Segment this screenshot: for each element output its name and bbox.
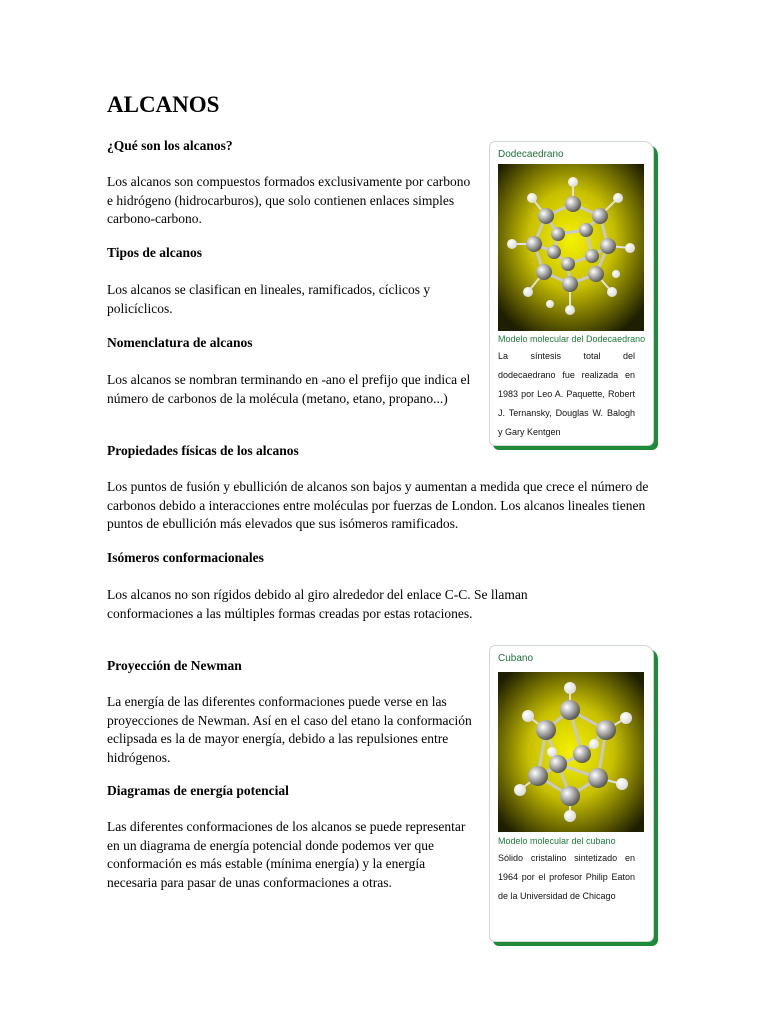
section-heading-isomeros: Isómeros conformacionales	[107, 550, 264, 565]
cubano-card	[489, 645, 654, 942]
section-text-diagramas: Las diferentes conformaciones de los alcanos se puede representar en un diagrama de energía potencial donde podemos ver que conformación es más estable (mínima energía) y la energía necesaria para pasar de unas conformaciones a otras.	[107, 819, 466, 890]
section-heading-newman: Proyección de Newman	[107, 658, 242, 673]
card-caption-dodecaedrano: Modelo molecular del Dodecaedrano	[498, 334, 646, 344]
card-body-cubano: Sólido cristalino sintetizado en 1964 por el profesor Philip Eaton de la Universidad de Chicago	[498, 853, 635, 901]
section-text-isomeros: Los alcanos no son rígidos debido al giro alrededor del enlace C-C. Se llaman conformaciones a las múltiples formas creadas por estas rotaciones.	[107, 587, 528, 621]
card-body-dodecaedrano: La síntesis total del dodecaedrano fue realizada en 1983 por Leo A. Paquette, Robert J. Ternansky, Douglas W. Balogh y Gary Kentgen	[498, 351, 635, 437]
section-text-propiedades: Los puntos de fusión y ebullición de alcanos son bajos y aumentan a medida que crece el número de carbonos debido a interacciones entre moléculas por fuerzas de London. Los alcanos lineales tienen puntos de ebullición más elevados que sus isómeros ramificados.	[107, 479, 649, 531]
card-caption-cubano: Modelo molecular del cubano	[498, 836, 616, 846]
section-heading-diagramas: Diagramas de energía potencial	[107, 783, 289, 798]
section-heading-que-son: ¿Qué son los alcanos?	[107, 138, 233, 153]
dodecaedrano-card	[489, 141, 654, 446]
card-title-cubano: Cubano	[498, 653, 534, 664]
section-heading-propiedades: Propiedades físicas de los alcanos	[107, 443, 299, 458]
page-title: ALCANOS	[107, 92, 220, 117]
section-text-newman: La energía de las diferentes conformaciones puede verse en las proyecciones de Newman. Así en el caso del etano la conformación eclipsada es la de mayor energía, debido a las repulsiones entre hidrógenos.	[107, 694, 472, 765]
card-title-dodecaedrano: Dodecaedrano	[498, 149, 564, 160]
dodecaedrano-molecule-image	[498, 164, 644, 331]
section-heading-tipos: Tipos de alcanos	[107, 245, 203, 260]
section-heading-nomenclatura: Nomenclatura de alcanos	[107, 335, 253, 350]
section-text-que-son: Los alcanos son compuestos formados exclusivamente por carbono e hidrógeno (hidrocarburos), que solo contienen enlaces simples carbono-carbono.	[107, 174, 471, 226]
section-text-tipos: Los alcanos se clasifican en lineales, ramificados, cíclicos y policíclicos.	[107, 282, 431, 316]
cubano-molecule-image	[498, 672, 644, 832]
section-text-nomenclatura: Los alcanos se nombran terminando en -ano el prefijo que indica el número de carbonos de la molécula (metano, etano, propano...)	[107, 372, 471, 406]
